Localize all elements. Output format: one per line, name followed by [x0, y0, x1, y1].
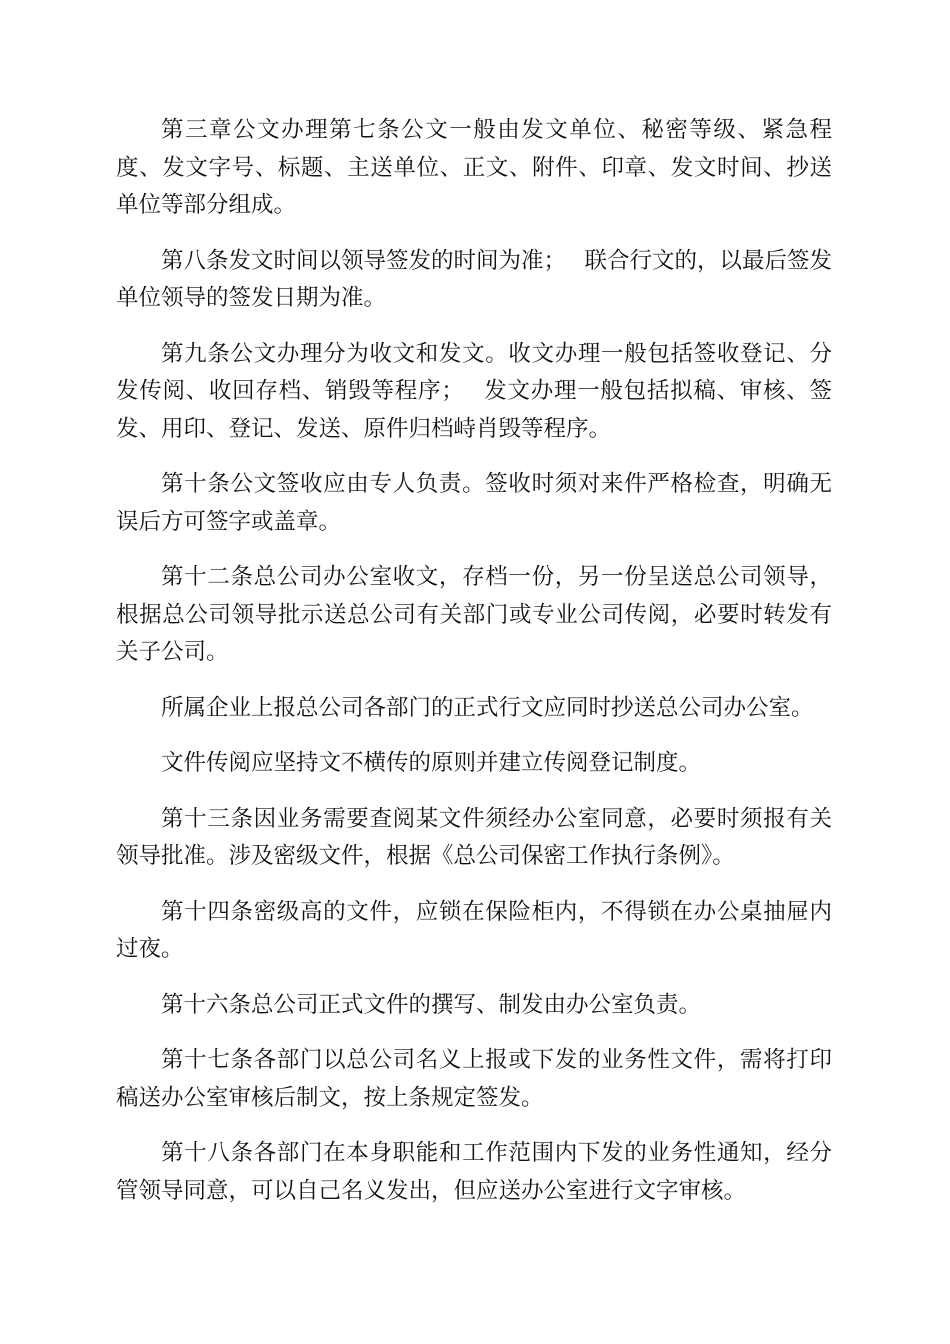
paragraph-article-12-circulation: 文件传阅应坚持文不横传的原则并建立传阅登记制度。 [161, 750, 702, 776]
paragraph-article-13: 第十三条因业务需要查阅某文件须经办公室同意，必要时须报有关领导批准。涉及密级文件，根据《总公司保密工作执行条例》。 [116, 805, 832, 869]
paragraph-article-10: 第十条公文签收应由专人负责。签收时须对来件严格检查，明确无误后方可签字或盖章。 [116, 471, 832, 535]
paragraph-article-8: 第八条发文时间以领导签发的时间为准； 联合行文的，以最后签发单位领导的签发日期为准。 [116, 247, 832, 311]
paragraph-article-7: 第三章公文办理第七条公文一般由发文单位、秘密等级、紧急程度、发文字号、标题、主送单位、正文、附件、印章、发文时间、抄送单位等部分组成。 [116, 117, 832, 218]
paragraph-article-9: 第九条公文办理分为收文和发文。收文办理一般包括签收登记、分发传阅、收回存档、销毁等程序； 发文办理一般包括拟稿、审核、签发、用印、登记、发送、原件归档峙肖毁等程序。 [116, 340, 832, 442]
paragraph-article-16: 第十六条总公司正式文件的撰写、制发由办公室负责。 [161, 991, 702, 1018]
paragraph-article-14: 第十四条密级高的文件，应锁在保险柜内，不得锁在办公桌抽屉内过夜。 [116, 898, 832, 962]
document-body [116, 112, 832, 1228]
paragraph-article-17: 第十七条各部门以总公司名义上报或下发的业务性文件，需将打印稿送办公室审核后制文，按上条规定签发。 [116, 1047, 832, 1111]
paragraph-article-12: 第十二条总公司办公室收文，存档一份，另一份呈送总公司领导，根据总公司领导批示送总公司有关部门或专业公司传阅，必要时转发有关子公司。 [116, 564, 832, 665]
paragraph-article-12-cc: 所属企业上报总公司各部门的正式行文应同时抄送总公司办公室。 [161, 694, 814, 721]
paragraph-article-18: 第十八条各部门在本身职能和工作范围内下发的业务性通知，经分管领导同意，可以自己名义发出，但应送办公室进行文字审核。 [116, 1140, 832, 1204]
